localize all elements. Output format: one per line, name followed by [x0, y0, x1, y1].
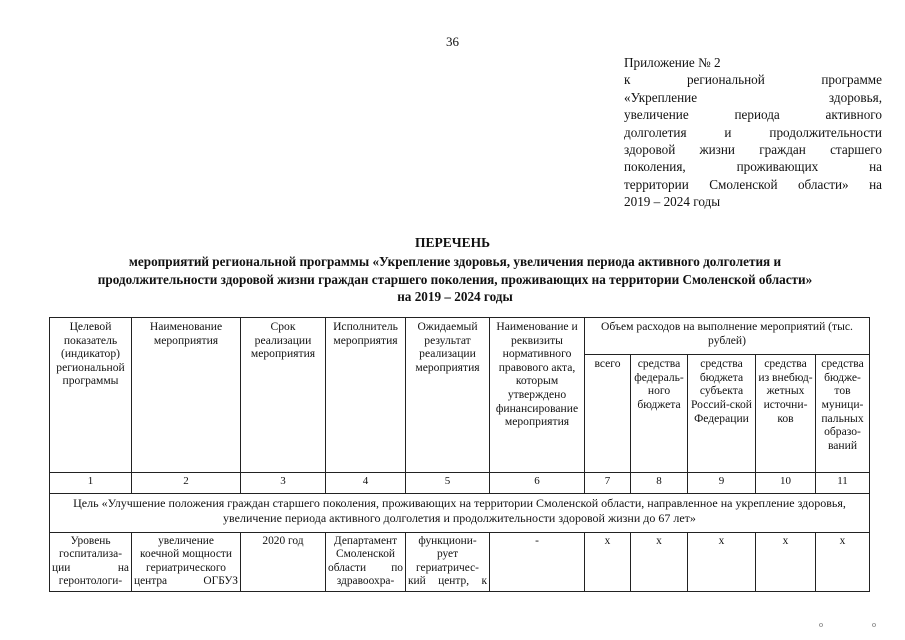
- cell-line: госпитализа-: [58, 548, 123, 561]
- header-result: Ожидаемый результат реализации мероприятия: [406, 318, 490, 473]
- appendix-line: 2019 – 2024 годы: [624, 194, 721, 210]
- cell-offbudget: х: [756, 533, 816, 592]
- column-number: 11: [816, 473, 870, 494]
- header-executor: Исполнитель мероприятия: [326, 318, 406, 473]
- header-total: всего: [585, 355, 631, 473]
- subtitle-line: продолжительности здоровой жизни граждан старшего поколения, проживающих на территории Смоленской области»: [97, 271, 813, 287]
- subtitle-line: мероприятий региональной программы «Укрепление здоровья, увеличения периода активного долголетия и: [128, 254, 782, 269]
- cell-line: Смоленской: [336, 548, 395, 561]
- header-offbudget: средства из внебюд-жетных источни-ков: [756, 355, 816, 473]
- subtitle-line: на 2019 – 2024 годы: [397, 289, 513, 304]
- cell-total: х: [585, 533, 631, 592]
- header-expenses-group: Объем расходов на выполнение мероприятий (тыс. рублей): [585, 318, 870, 355]
- cell-line: функциони-: [418, 535, 477, 547]
- appendix-line: территории Смоленской области» на: [624, 176, 882, 192]
- cell-line: Уровень: [70, 535, 111, 547]
- cell-indicator: [50, 533, 132, 592]
- scan-mark: о: [819, 620, 823, 629]
- cell-measure-name: [132, 533, 241, 592]
- cell-line: геронтологи-: [58, 575, 123, 588]
- column-number: 7: [585, 473, 631, 494]
- header-regional: средства бюджета субъекта Россий-ской Федерации: [688, 355, 756, 473]
- appendix-line: поколения, проживающих на: [624, 159, 882, 175]
- header-municipal: средства бюдже-тов муници-пальных образо-ваний: [816, 355, 870, 473]
- column-number: 10: [756, 473, 816, 494]
- column-number: 5: [406, 473, 490, 494]
- cell-line: центра ОГБУЗ: [134, 575, 238, 588]
- cell-line: рует: [436, 548, 459, 561]
- cell-municipal: х: [816, 533, 870, 592]
- appendix-note: [624, 54, 882, 211]
- appendix-line: «Укрепление здоровья,: [624, 89, 882, 105]
- document-title: ПЕРЕЧЕНЬ: [414, 235, 491, 250]
- cell-line: гериатрического: [146, 561, 226, 574]
- cell-line: Департамент: [333, 535, 398, 547]
- header-federal: средства федераль-ного бюджета: [631, 355, 688, 473]
- cell-line: здравоохра-: [336, 575, 395, 588]
- column-number: 8: [631, 473, 688, 494]
- cell-line: области по: [328, 561, 403, 574]
- cell-legal-act: -: [490, 533, 585, 592]
- appendix-line: здоровой жизни граждан старшего: [624, 142, 882, 158]
- cell-term: 2020 год: [241, 533, 326, 592]
- table-row: [50, 533, 870, 592]
- column-number: 6: [490, 473, 585, 494]
- page-number: 36: [446, 34, 459, 49]
- scan-mark: о: [872, 620, 876, 629]
- measures-table: [49, 317, 870, 592]
- header-measure-name: Наименование мероприятия: [132, 318, 241, 473]
- cell-regional: х: [688, 533, 756, 592]
- header-term: Срок реализации мероприятия: [241, 318, 326, 473]
- column-number: 2: [132, 473, 241, 494]
- cell-result: [406, 533, 490, 592]
- column-number: 1: [50, 473, 132, 494]
- appendix-line: долголетия и продолжительности: [624, 124, 882, 140]
- cell-line: увеличение: [158, 535, 214, 547]
- cell-line: кий центр, к: [408, 575, 487, 588]
- header-legal-act: Наименование и реквизиты нормативного правового акта, которым утверждено финансирование мероприятия: [490, 318, 585, 473]
- cell-line: ции на: [52, 561, 129, 574]
- appendix-line: увеличение периода активного: [624, 107, 882, 123]
- appendix-line: к региональной программе: [624, 72, 882, 88]
- goal-row: Цель «Улучшение положения граждан старшего поколения, проживающих на территории Смоленской области, направленное на укрепление здоровья, увеличение периода активного долголетия и продолжительности здоровой жизни до 67 лет»: [50, 494, 870, 533]
- cell-federal: х: [631, 533, 688, 592]
- appendix-line: Приложение № 2: [624, 55, 721, 70]
- header-indicator: Целевой показатель (индикатор) региональной программы: [50, 318, 132, 473]
- column-number: 3: [241, 473, 326, 494]
- cell-line: гериатричес-: [416, 561, 479, 574]
- column-number: 9: [688, 473, 756, 494]
- document-subtitle: [40, 253, 870, 306]
- cell-line: коечной мощности: [140, 548, 232, 561]
- cell-executor: [326, 533, 406, 592]
- column-number: 4: [326, 473, 406, 494]
